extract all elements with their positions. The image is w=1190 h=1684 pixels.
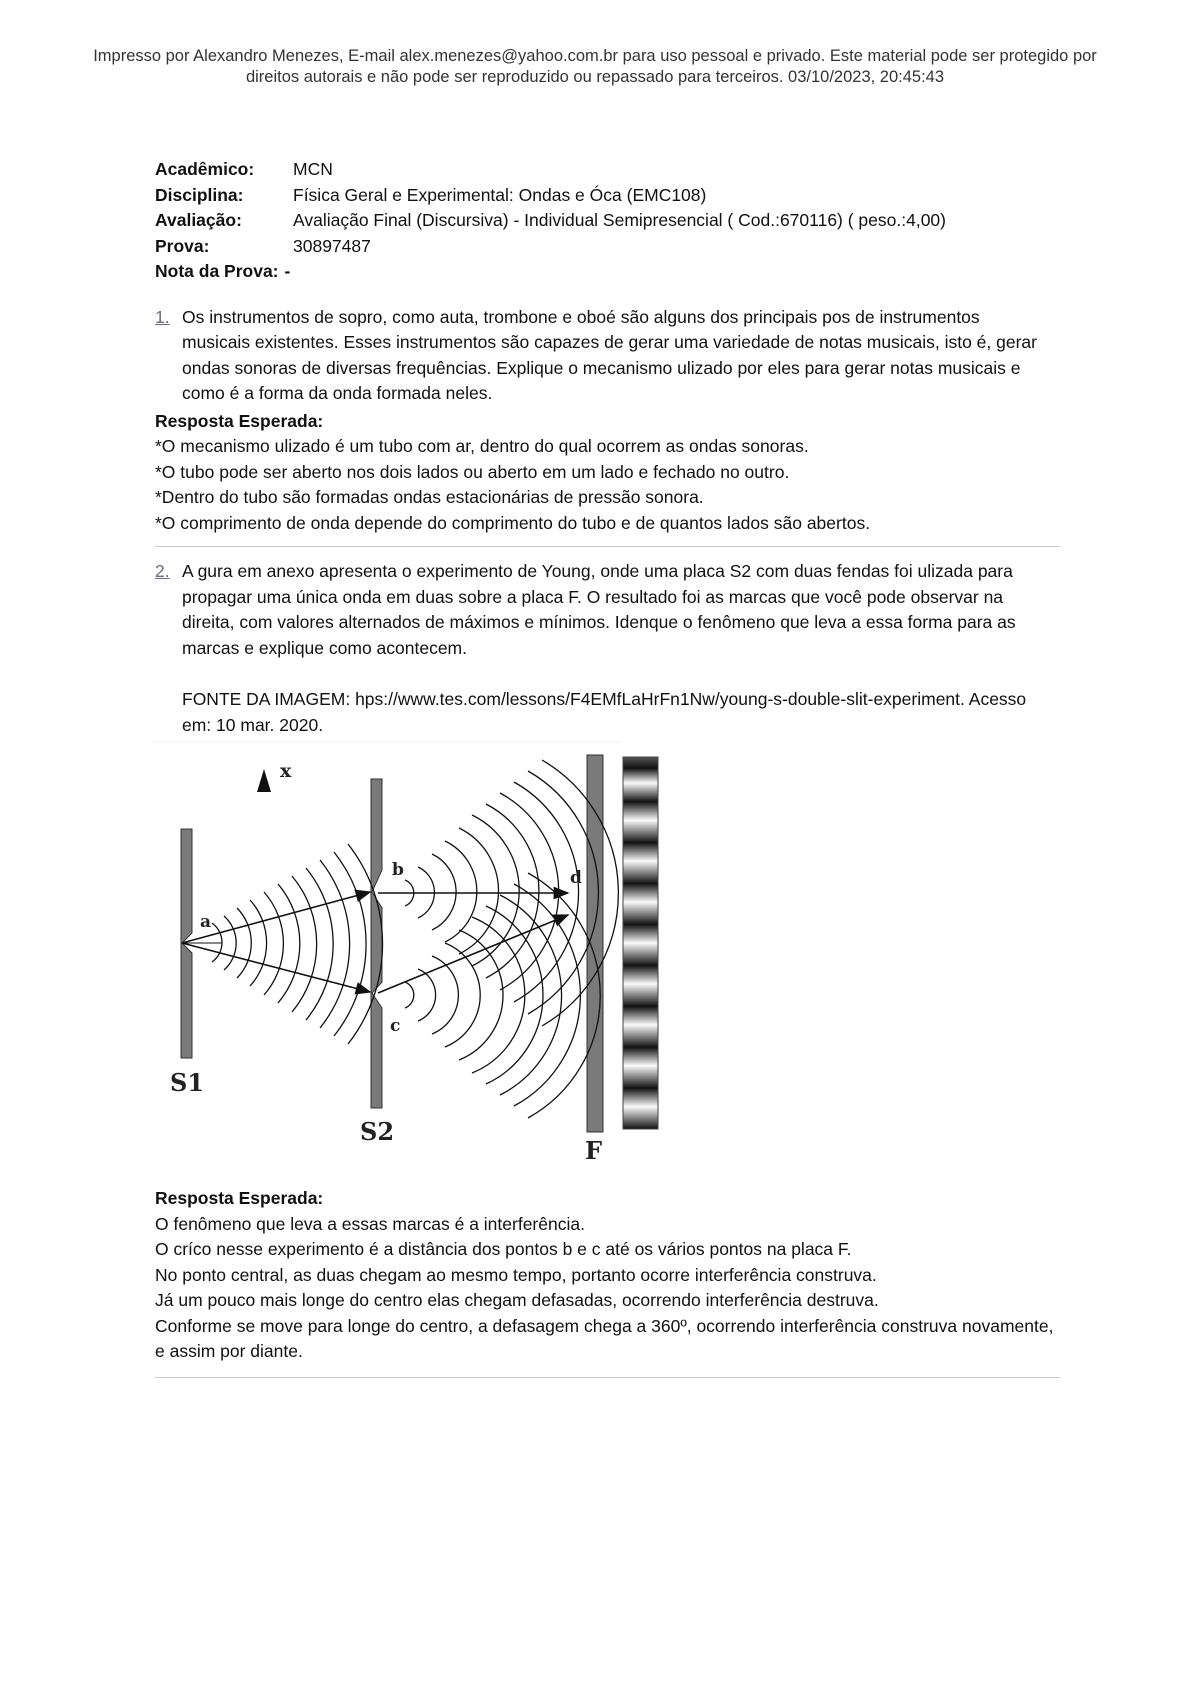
label-s2: S2 — [360, 1117, 395, 1146]
avaliacao-label: Avaliação: — [155, 210, 242, 230]
question-divider — [155, 1377, 1060, 1378]
disciplina-value: Física Geral e Experimental: Ondas e Óca (EMC108) — [293, 184, 707, 205]
label-f: F — [585, 1136, 603, 1165]
question-divider — [155, 546, 1060, 547]
nota-value: - — [284, 261, 291, 281]
question-2 — [155, 559, 1060, 1378]
interference-pattern — [623, 757, 658, 1129]
disciplina-label: Disciplina: — [155, 184, 244, 205]
academico-label: Acadêmico: — [155, 159, 255, 179]
x-direction-arrow-icon — [257, 769, 271, 792]
answer-line: *O mecanismo ulizado é um tubo com ar, dentro do qual ocorrem as ondas sonoras. — [155, 436, 809, 456]
meta-disciplina — [155, 183, 1060, 209]
label-x: x — [280, 760, 292, 782]
label-b: b — [392, 860, 404, 880]
meta-nota — [155, 259, 1060, 285]
plate-s2 — [371, 779, 382, 1108]
answer-line: Já um pouco mais longe do centro elas chegam defasadas, ocorrendo interferência destruva. — [155, 1290, 879, 1310]
print-watermark — [0, 46, 1190, 88]
academico-value: MCN — [293, 159, 333, 179]
meta-avaliacao — [155, 208, 1060, 234]
answer-line: No ponto central, as duas chegam ao mesmo tempo, portanto ocorre interferência construva. — [155, 1264, 877, 1285]
answer-line: Conforme se move para longe do centro, a defasagem chega a 360º, ocorrendo interferência construva novamente, e assim por diante. — [155, 1315, 1054, 1361]
question-2-number-link[interactable]: 2. — [155, 561, 170, 581]
answer-line: *O tubo pode ser aberto nos dois lados ou aberto em um lado e fechado no outro. — [155, 461, 790, 482]
meta-prova — [155, 234, 1060, 260]
question-1-text: Os instrumentos de sopro, como auta, trombone e oboé são alguns dos principais pos de instrumentos musicais existentes. Esses instrumentos são capazes de gerar uma variedade de notas musicais, isto é, gerar ondas sonoras de diversas frequências. Explique o mecanismo ulizado por eles para gerar notas musicais e como é a forma da onda formada neles. — [182, 306, 1037, 403]
exam-meta — [155, 157, 1060, 285]
prova-value: 30897487 — [293, 235, 371, 256]
young-double-slit-figure — [152, 740, 672, 1180]
question-1 — [155, 305, 1060, 548]
watermark-line-1: Impresso por Alexandro Menezes, E-mail alex.menezes@yahoo.com.br para uso pessoal e privado. Este material pode ser protegido por — [93, 47, 1097, 65]
label-d: d — [570, 868, 582, 888]
label-a: a — [200, 912, 212, 932]
question-1-answer-title: Resposta Esperada: — [155, 410, 324, 431]
label-s1: S1 — [170, 1068, 205, 1097]
answer-line: O críco nesse experimento é a distância dos pontos b e c até os vários pontos na placa F. — [155, 1239, 852, 1259]
exam-content — [155, 157, 1060, 1378]
double-slit-diagram — [152, 740, 672, 1180]
prova-label: Prova: — [155, 235, 210, 256]
answer-line: O fenômeno que leva a essas marcas é a interferência. — [155, 1213, 585, 1234]
question-2-text: A gura em anexo apresenta o experimento de Young, onde uma placa S2 com duas fendas foi ulizada para propagar uma única onda em duas sobre a placa F. O resultado foi as marcas que você pode observar na direita, com valores alternados de máximos e mínimos. Idenque o fenômeno que leva a essa forma para as marcas e explique como acontecem. — [182, 561, 1016, 658]
answer-line: *O comprimento de onda depende do comprimento do tubo e de quantos lados são abertos. — [155, 512, 871, 533]
answer-line: *Dentro do tubo são formadas ondas estacionárias de pressão sonora. — [155, 487, 704, 507]
nota-label: Nota da Prova: — [155, 261, 279, 281]
question-2-answer-title: Resposta Esperada: — [155, 1188, 324, 1208]
meta-academico — [155, 157, 1060, 183]
watermark-line-2: direitos autorais e não pode ser reproduzido ou repassado para terceiros. 03/10/2023, 20:45:43 — [245, 68, 945, 86]
label-c: c — [390, 1016, 401, 1036]
avaliacao-value: Avaliação Final (Discursiva) - Individual Semipresencial ( Cod.:670116) ( peso.:4,00) — [293, 210, 946, 230]
question-1-number-link[interactable]: 1. — [155, 306, 170, 327]
image-source-citation: FONTE DA IMAGEM: hps://www.tes.com/lessons/F4EMfLaHrFn1Nw/young-s-double-slit-experiment. Acesso em: 10 mar. 2020. — [182, 689, 1027, 735]
